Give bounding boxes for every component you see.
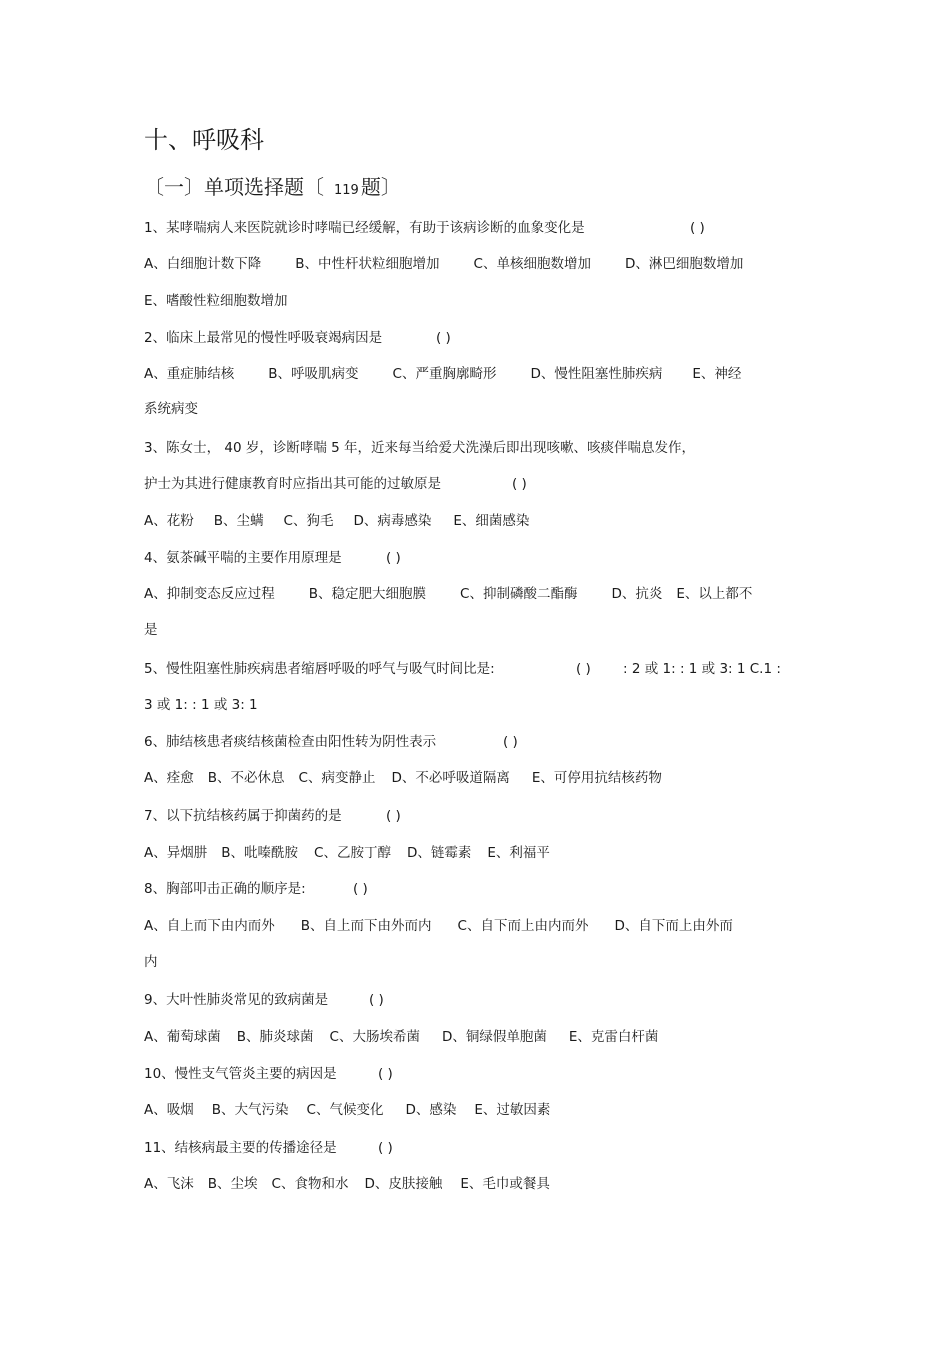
question-stem: 3、陈女士， 40 岁，诊断哮喘 5 年，近来每当给爱犬洗澡后即出现咳嗽、咳痰伴喘息发作，	[144, 440, 696, 456]
question-options	[144, 363, 741, 385]
option: D、抗炎	[611, 586, 663, 602]
option: E、神经	[692, 366, 742, 382]
option: 3 或 1: : 1 或 3: 1	[144, 697, 258, 713]
question-options	[144, 290, 288, 312]
question-options	[144, 253, 743, 275]
option: C、气候变化	[306, 1102, 384, 1118]
page-title: 十、呼吸科	[144, 126, 264, 154]
option: D、不必呼吸道隔离	[391, 770, 510, 786]
option: B、稳定肥大细胞膜	[308, 586, 427, 602]
question-options	[144, 915, 733, 937]
question-options	[144, 583, 752, 605]
option: A、抑制变态反应过程	[144, 586, 275, 602]
question-options	[144, 1173, 550, 1195]
question-stem-tail: : 2 或 1: : 1 或 3: 1 C.1 :	[623, 661, 781, 677]
question-stem: 1、某哮喘病人来医院就诊时哮喘已经缓解，有助于该病诊断的血象变化是	[144, 220, 585, 236]
option: C、抑制磷酸二酯酶	[460, 586, 578, 602]
question-options	[144, 1026, 658, 1048]
option: E、利福平	[487, 845, 550, 861]
answer-blank: ( )	[369, 992, 384, 1008]
option: 系统病变	[144, 401, 198, 417]
answer-blank: ( )	[576, 661, 591, 677]
option: D、链霉素	[406, 845, 472, 861]
answer-blank: ( )	[503, 734, 518, 750]
option: A、飞沫	[144, 1176, 194, 1192]
option: E、毛巾或餐具	[460, 1176, 550, 1192]
section-suffix: 题〕	[360, 175, 401, 199]
answer-blank: ( )	[512, 476, 527, 492]
question-stem: 2、临床上最常见的慢性呼吸衰竭病因是	[144, 330, 383, 346]
option: A、异烟肼	[144, 845, 208, 861]
question-stem: 7、以下抗结核药属于抑菌药的是	[144, 808, 342, 824]
question-stem: 10、慢性支气管炎主要的病因是	[144, 1066, 337, 1082]
answer-blank: ( )	[378, 1066, 393, 1082]
option: 是	[144, 622, 158, 638]
option: A、葡萄球菌	[144, 1029, 221, 1045]
answer-blank: ( )	[353, 881, 368, 897]
option: D、铜绿假单胞菌	[441, 1029, 547, 1045]
answer-blank: ( )	[386, 550, 401, 566]
question-options	[144, 842, 550, 864]
option: A、重症肺结核	[144, 366, 235, 382]
question-count: 119	[334, 183, 359, 198]
option: C、严重胸廓畸形	[392, 366, 497, 382]
question-stem: 8、胸部叩击正确的顺序是:	[144, 881, 306, 897]
option: B、不必休息	[207, 770, 285, 786]
option: E、以上都不	[676, 586, 753, 602]
question-stem: 9、大叶性肺炎常见的致病菌是	[144, 992, 329, 1008]
option: C、大肠埃希菌	[329, 1029, 420, 1045]
question-options	[144, 951, 158, 973]
question-stem: 6、肺结核患者痰结核菌检查由阳性转为阴性表示	[144, 734, 437, 750]
option: E、克雷白杆菌	[568, 1029, 659, 1045]
option: E、嗜酸性粒细胞数增加	[144, 293, 288, 309]
option: E、可停用抗结核药物	[531, 770, 662, 786]
option: E、过敏因素	[474, 1102, 551, 1118]
option: D、病毒感染	[353, 513, 432, 529]
option: A、花粉	[144, 513, 194, 529]
option: 内	[144, 954, 158, 970]
option: C、狗毛	[283, 513, 334, 529]
section-heading	[144, 170, 401, 208]
option: B、呼吸肌病变	[268, 366, 359, 382]
option: A、白细胞计数下降	[144, 256, 262, 272]
section-prefix: 〔一〕单项选择题〔	[144, 175, 324, 199]
question-options	[144, 510, 529, 532]
answer-blank: ( )	[386, 808, 401, 824]
option: D、慢性阻塞性肺疾病	[530, 366, 663, 382]
option: A、吸烟	[144, 1102, 194, 1118]
option: B、肺炎球菌	[236, 1029, 314, 1045]
question-options	[144, 398, 198, 420]
question-stem: 11、结核病最主要的传播途径是	[144, 1140, 337, 1156]
question-options	[144, 694, 258, 716]
option: C、病变静止	[298, 770, 376, 786]
question-stem: 5、慢性阻塞性肺疾病患者缩唇呼吸的呼气与吸气时间比是:	[144, 661, 495, 677]
option: C、食物和水	[271, 1176, 349, 1192]
question-stem: 4、氨茶碱平喘的主要作用原理是	[144, 550, 342, 566]
question-stem-continued: 护士为其进行健康教育时应指出其可能的过敏原是	[144, 476, 441, 492]
option: D、感染	[405, 1102, 457, 1118]
option: B、吡嗪酰胺	[221, 845, 299, 861]
answer-blank: ( )	[436, 330, 451, 346]
option: C、乙胺丁醇	[314, 845, 391, 861]
question-options	[144, 619, 158, 641]
option: A、自上而下由内而外	[144, 918, 275, 934]
option: B、自上而下由外而内	[300, 918, 432, 934]
option: D、皮肤接触	[364, 1176, 443, 1192]
option: D、淋巴细胞数增加	[624, 256, 744, 272]
option: B、尘埃	[207, 1176, 258, 1192]
option: B、大气污染	[211, 1102, 289, 1118]
option: B、尘螨	[213, 513, 264, 529]
option: B、中性杆状粒细胞增加	[295, 256, 440, 272]
option: E、细菌感染	[453, 513, 530, 529]
option: C、单核细胞数增加	[473, 256, 591, 272]
question-options	[144, 1099, 550, 1121]
answer-blank: ( )	[690, 220, 705, 236]
option: A、痊愈	[144, 770, 194, 786]
option: D、自下而上由外而	[614, 918, 733, 934]
option: C、自下而上由内而外	[457, 918, 589, 934]
question-options	[144, 767, 662, 789]
answer-blank: ( )	[378, 1140, 393, 1156]
